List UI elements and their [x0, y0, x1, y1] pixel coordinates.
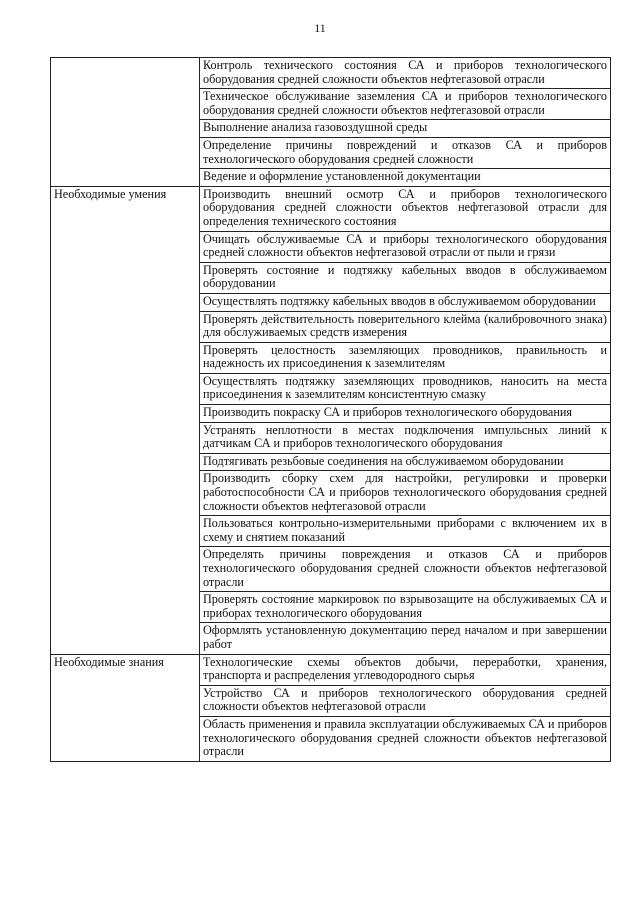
requirement-item: Подтягивать резьбовые соединения на обслуживаемом оборудовании — [200, 453, 611, 471]
requirement-item: Устройство СА и приборов технологического оборудования средней сложности объектов нефтегазовой отрасли — [200, 685, 611, 716]
table-row — [51, 186, 611, 231]
requirement-item: Осуществлять подтяжку заземляющих проводников, наносить на места присоединения к заземлителям консистентную смазку — [200, 373, 611, 404]
requirement-item: Ведение и оформление установленной документации — [200, 169, 611, 187]
section-label — [51, 58, 200, 187]
requirement-item: Очищать обслуживаемые СА и приборы технологического оборудования средней сложности объектов нефтегазовой отрасли от пыли и грязи — [200, 231, 611, 262]
requirement-item: Проверять состояние и подтяжку кабельных вводов в обслуживаемом оборудовании — [200, 262, 611, 293]
requirement-item: Оформлять установленную документацию перед началом и при завершении работ — [200, 623, 611, 654]
requirement-item: Определять причины повреждения и отказов СА и приборов технологического оборудования средней сложности объектов нефтегазовой отрасли — [200, 547, 611, 592]
table-row — [51, 654, 611, 685]
requirement-item: Технологические схемы объектов добычи, переработки, хранения, транспорта и распределения углеводородного сырья — [200, 654, 611, 685]
requirements-table-body — [51, 58, 611, 762]
section-label: Необходимые знания — [51, 654, 200, 761]
page-number: 11 — [314, 21, 326, 35]
requirement-item: Пользоваться контрольно-измерительными приборами с включением их в схему и снятием показаний — [200, 516, 611, 547]
requirement-item: Проверять действительность поверительного клейма (калибровочного знака) для обслуживаемых средств измерения — [200, 311, 611, 342]
requirement-item: Выполнение анализа газовоздушной среды — [200, 120, 611, 138]
requirements-table — [50, 57, 611, 762]
requirement-item: Проверять целостность заземляющих проводников, правильность и надежность их присоединения к заземлителям — [200, 342, 611, 373]
table-row — [51, 58, 611, 89]
requirement-item: Определение причины повреждений и отказов СА и приборов технологического оборудования средней сложности — [200, 137, 611, 168]
requirement-item: Проверять состояние маркировок по взрывозащите на обслуживаемых СА и приборах технологического оборудования — [200, 592, 611, 623]
section-label: Необходимые умения — [51, 186, 200, 654]
requirement-item: Производить покраску СА и приборов технологического оборудования — [200, 405, 611, 423]
requirement-item: Область применения и правила эксплуатации обслуживаемых СА и приборов технологического оборудования средней сложности объектов нефтегазовой отрасли — [200, 716, 611, 761]
requirement-item: Производить внешний осмотр СА и приборов технологического оборудования средней сложности объектов нефтегазовой отрасли для определения технического состояния — [200, 186, 611, 231]
requirement-item: Устранять неплотности в местах подключения импульсных линий к датчикам СА и приборов технологического оборудования — [200, 422, 611, 453]
requirement-item: Осуществлять подтяжку кабельных вводов в обслуживаемом оборудовании — [200, 293, 611, 311]
requirement-item: Производить сборку схем для настройки, регулировки и проверки работоспособности СА и приборов технологического оборудования средней сложности объектов нефтегазовой отрасли — [200, 471, 611, 516]
requirement-item: Контроль технического состояния СА и приборов технологического оборудования средней сложности объектов нефтегазовой отрасли — [200, 58, 611, 89]
requirement-item: Техническое обслуживание заземления СА и приборов технологического оборудования средней сложности объектов нефтегазовой отрасли — [200, 89, 611, 120]
